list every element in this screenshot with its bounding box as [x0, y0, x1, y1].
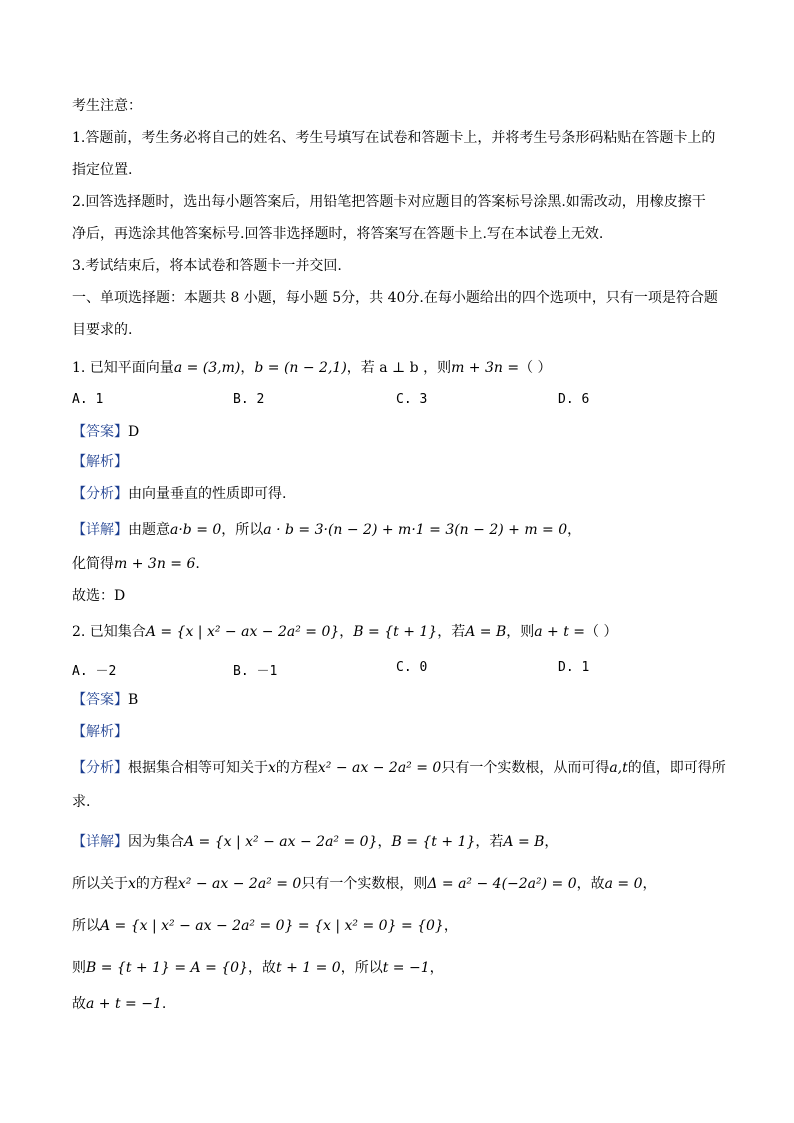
q2-set-a: A = {x | x² − ax − 2a² = 0} [145, 624, 340, 640]
q2-d1b: ， [377, 834, 392, 850]
q1-fenxi-tag: 【分析】 [72, 486, 128, 502]
section-heading: 一、单项选择题：本题共 8 小题，每小题 5分，共 40分.在每小题给出的四个选项中，只有一项是符合题 [72, 290, 718, 306]
q2-d1m2: B = {t + 1} [391, 834, 476, 850]
q1-choose: 故选：D [72, 588, 126, 604]
q2-analysis-label: 【解析】 [72, 724, 128, 740]
q2-option-a: A. －2 [72, 664, 117, 679]
q1-detail-1-math: a·b = 0 [170, 522, 222, 538]
q2-d2b: 的方程 [135, 876, 178, 892]
q2-fenxi-eq: x² − ax − 2a² = 0 [317, 760, 442, 776]
q2-d1m: A = {x | x² − ax − 2a² = 0} [184, 834, 378, 850]
q1-answer-tag: 【答案】 [72, 424, 128, 440]
q2-fenxi-cont: 求. [72, 794, 91, 810]
q1-detail [72, 520, 581, 540]
notice-item-1-cont: 指定位置. [72, 162, 133, 178]
q1-answer [72, 422, 139, 442]
q1-option-a: A. 1 [72, 392, 104, 407]
q1-simplify-end: . [195, 556, 200, 572]
q2-fenxi-x: x [268, 760, 276, 776]
q2-option-b: B. －1 [233, 664, 278, 679]
q2-d1a: 因为集合 [128, 834, 184, 850]
q2-eq: A = B [465, 624, 507, 640]
q1-detail-3: ， [567, 522, 582, 538]
q1-sep: ， [240, 360, 255, 376]
q2-d4m2: t + 1 = 0 [276, 960, 341, 976]
q2-d5a: 故 [72, 996, 86, 1012]
q1-stem [72, 358, 552, 378]
q2-d5m: a + t = −1 [86, 996, 162, 1012]
q1-detail-2: ，所以 [221, 522, 264, 538]
q2-analysis-tag [72, 722, 128, 742]
q2-expression: a + t = [534, 624, 586, 640]
q2-d4a: 则 [72, 960, 86, 976]
q2-detail-3 [72, 916, 458, 936]
q2-cond: ，若 [437, 624, 466, 640]
q1-analysis-label: 【解析】 [72, 454, 128, 470]
q1-answer-value: D [128, 424, 140, 440]
q1-vector-a: a = (3,m) [173, 360, 241, 376]
q2-set-b: B = {t + 1} [353, 624, 438, 640]
q2-fenxi-a: 根据集合相等可知关于 [128, 760, 268, 776]
q2-d4m: B = {t + 1} = A = {0} [86, 960, 248, 976]
q1-stem-prefix: 1. 已知平面向量 [72, 360, 174, 376]
q2-fenxi-c: 只有一个实数根，从而可得 [441, 760, 610, 776]
q2-d2c: 只有一个实数根，则 [301, 876, 428, 892]
q1-simplify-text: 化简得 [72, 556, 114, 572]
q1-simplify [72, 554, 200, 574]
q2-detail-tag: 【详解】 [72, 834, 128, 850]
q2-d1d: ， [544, 834, 559, 850]
q2-d1c: ，若 [475, 834, 504, 850]
notice-item-2: 2.回答选择题时，选出每小题答案后，用铅笔把答题卡对应题目的答案标号涂黑.如需改动，用橡皮擦干 [72, 194, 706, 210]
q2-blank: （ ） [585, 624, 618, 640]
notice-item-3: 3.考试结束后，将本试卷和答题卡一并交回. [72, 258, 342, 274]
q2-d2d: ，故 [576, 876, 605, 892]
q2-stem-prefix: 2. 已知集合 [72, 624, 146, 640]
q2-option-d: D. 1 [558, 660, 590, 675]
q2-fenxi-tag: 【分析】 [72, 760, 128, 776]
q2-fenxi [72, 758, 726, 778]
q1-expression: m + 3n = [451, 360, 520, 376]
q2-detail-5 [72, 994, 166, 1014]
section-heading-cont: 目要求的. [72, 322, 133, 338]
q2-d1m3: A = B [503, 834, 545, 850]
q1-vector-b: b = (n − 2,1) [254, 360, 347, 376]
q1-detail-tag: 【详解】 [72, 522, 128, 538]
q1-simplify-math: m + 3n = 6 [114, 556, 196, 572]
q2-d4m3: t = −1 [382, 960, 430, 976]
q1-fenxi-text: 由向量垂直的性质即可得. [128, 486, 287, 502]
q2-answer-value: B [128, 692, 139, 708]
q1-detail-1: 由题意 [128, 522, 170, 538]
q2-d2a: 所以关于 [72, 876, 128, 892]
q2-detail-2 [72, 874, 657, 894]
q2-d2m2: Δ = a² − 4(−2a²) = 0 [427, 876, 577, 892]
q2-fenxi-b: 的方程 [275, 760, 318, 776]
q2-answer [72, 690, 138, 710]
q2-d5b: . [161, 996, 167, 1012]
q2-d4c: ，所以 [340, 960, 383, 976]
q2-d3b: ， [443, 918, 458, 934]
q1-blank: （ ） [519, 360, 552, 376]
q1-option-c: C. 3 [396, 392, 428, 407]
q1-fenxi [72, 484, 286, 504]
q2-d2m: x² − ax − 2a² = 0 [177, 876, 302, 892]
q2-d3m: A = {x | x² − ax − 2a² = 0} = {x | x² = 0} = {0} [100, 918, 444, 934]
notice-item-1: 1.答题前，考生务必将自己的姓名、考生号填写在试卷和答题卡上，并将考生号条形码粘贴在答题卡上的 [72, 130, 716, 146]
q2-d2e: ， [642, 876, 657, 892]
q2-then: ，则 [506, 624, 535, 640]
q2-d3a: 所以 [72, 918, 100, 934]
q2-d2m3: a = 0 [604, 876, 643, 892]
q1-option-d: D. 6 [558, 392, 590, 407]
q2-fenxi-d: 的值，即可得所 [627, 760, 726, 776]
q2-answer-tag: 【答案】 [72, 692, 128, 708]
q1-condition: ，若 a ⊥ b ，则 [346, 360, 452, 376]
q2-detail-1 [72, 832, 558, 852]
q1-analysis-tag [72, 452, 128, 472]
q1-detail-2-math: a · b = 3·(n − 2) + m·1 = 3(n − 2) + m = 0 [263, 522, 568, 538]
notice-item-2-cont: 净后，再选涂其他答案标号.回答非选择题时，将答案写在答题卡上.写在本试卷上无效. [72, 226, 604, 242]
q2-sep: ， [339, 624, 354, 640]
q2-d2x: x [128, 876, 136, 892]
q2-stem [72, 622, 617, 642]
q2-fenxi-at: a,t [609, 760, 628, 776]
q2-d4b: ，故 [248, 960, 276, 976]
notice-title: 考生注意： [72, 98, 142, 114]
q1-option-b: B. 2 [233, 392, 265, 407]
q2-detail-4 [72, 958, 444, 978]
q2-option-c: C. 0 [396, 660, 428, 675]
q2-d4d: ， [429, 960, 444, 976]
